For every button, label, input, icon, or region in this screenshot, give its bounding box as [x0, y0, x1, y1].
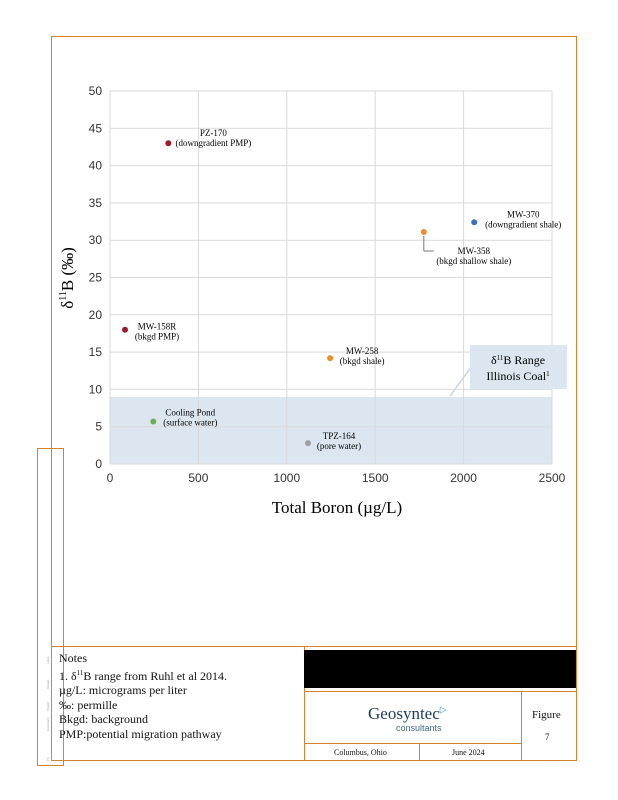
- x-tick-label: 2000: [450, 471, 477, 485]
- point-label: Cooling Pond: [165, 407, 216, 418]
- title-block-divider: [304, 691, 577, 692]
- data-point: [327, 355, 333, 361]
- point-label: MW-358: [457, 245, 491, 256]
- y-tick-label: 5: [95, 419, 102, 434]
- point-desc-label: (surface water): [163, 417, 218, 428]
- title-block-divider: [304, 743, 521, 744]
- y-tick-label: 45: [88, 121, 102, 136]
- sidebar-text: Label: [46, 656, 50, 664]
- point-desc-label: (downgradient PMP): [175, 138, 252, 149]
- y-tick-label: 0: [95, 457, 102, 471]
- location-text: Columbus, Ohio: [334, 748, 387, 757]
- notes-line-1: 1. $\delta^{11}B$ range from Ruhl et al 2014.: [59, 668, 228, 683]
- point-desc-label: (bkgd PMP): [134, 331, 180, 342]
- y-axis-label: $\delta^{11}B$ (‰): [58, 247, 77, 309]
- x-axis-label: Total Boron (µg/L): [271, 498, 403, 517]
- data-point: [165, 140, 171, 146]
- data-point: [122, 327, 128, 333]
- y-tick-label: 25: [88, 270, 102, 285]
- date-text: June 2024: [452, 748, 485, 757]
- figure-number: 7: [545, 732, 550, 742]
- title-block-top-border: [51, 646, 577, 647]
- point-desc-label: (pore water): [316, 441, 362, 452]
- sidebar-text: Design: [46, 679, 50, 689]
- band-label-line1: $\delta^{11}B$ Range: [490, 353, 546, 367]
- figure-label: Figure: [532, 709, 561, 721]
- data-point: [421, 229, 427, 235]
- band-callout-line: [450, 366, 472, 396]
- data-point: [471, 219, 477, 225]
- y-tick-label: 35: [88, 195, 102, 210]
- notes-block: [59, 651, 227, 741]
- notes-line-2: µg/L: micrograms per liter: [59, 683, 187, 697]
- logo-mark-icon: ▷: [439, 704, 447, 715]
- notes-line-5: PMP:potential migration pathway: [59, 726, 222, 741]
- point-desc-label: (downgradient shale): [485, 219, 562, 230]
- data-point: [150, 418, 156, 424]
- notes-line-4: Bkgd: background: [59, 712, 148, 726]
- point-label: MW-258: [345, 346, 379, 357]
- title-block-divider: [521, 691, 522, 761]
- x-tick-label: 0: [106, 471, 114, 485]
- x-tick-label: 1500: [361, 471, 389, 485]
- point-label: PZ-170: [199, 128, 227, 139]
- data-point: [305, 440, 311, 446]
- sidebar-text: Document: [46, 717, 50, 731]
- point-desc-label: (bkgd shallow shale): [436, 255, 512, 266]
- y-tick-label: 20: [88, 307, 102, 322]
- notes-title: Notes: [59, 651, 87, 665]
- title-block-divider: [419, 743, 420, 761]
- point-label: MW-158R: [137, 321, 177, 332]
- x-tick-label: 2500: [538, 471, 566, 485]
- sidebar-text: Tit: [46, 757, 50, 761]
- point-desc-label: (bkgd shale): [339, 356, 385, 367]
- y-tick-label: 50: [88, 84, 102, 98]
- sidebar-text: Project: [46, 701, 50, 711]
- y-tick-label: 40: [88, 158, 102, 173]
- x-tick-label: 500: [188, 471, 209, 485]
- redacted-box: [304, 650, 576, 688]
- band-label-line2: Illinois Coal$^1$: [486, 369, 550, 383]
- y-tick-label: 15: [88, 345, 102, 360]
- notes-line-3: ‰: permille: [59, 697, 118, 712]
- company-logo: Geosyntec▷ consultants: [368, 704, 447, 733]
- point-label: TPZ-164: [322, 431, 356, 442]
- y-tick-label: 30: [88, 233, 102, 248]
- point-label: MW-370: [506, 209, 540, 220]
- x-tick-label: 1000: [273, 471, 301, 485]
- y-tick-label: 10: [88, 382, 102, 397]
